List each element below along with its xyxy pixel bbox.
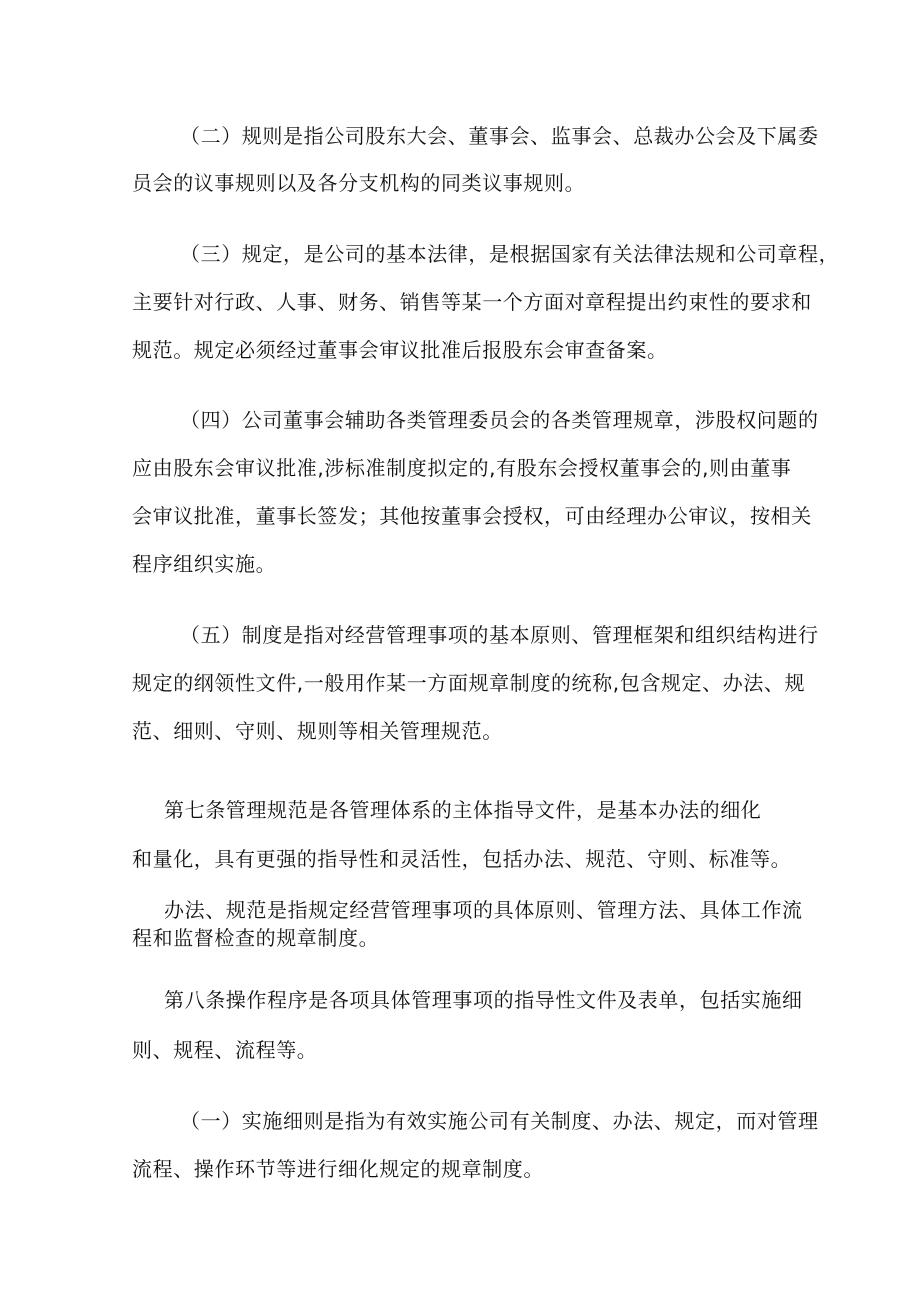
paragraph-3-line-3: 规范。规定必须经过董事会审议批准后报股东会审查备案。 [132, 338, 668, 362]
article-8-line-2: 则、规程、流程等。 [132, 1038, 318, 1062]
paragraph-4-line-1: （四）公司董事会辅助各类管理委员会的各类管理规章，涉股权问题的 [180, 408, 819, 432]
paragraph-3-line-2: 主要针对行政、人事、财务、销售等某一个方面对章程提出约束性的要求和 [132, 290, 812, 314]
paragraph-8-1-line-2: 流程、操作环节等进行细化规定的规章制度。 [132, 1157, 544, 1181]
article-7-line-2: 和量化，具有更强的指导性和灵活性，包括办法、规范、守则、标准等。 [132, 847, 792, 871]
paragraph-8-1-line-1: （一）实施细则是指为有效实施公司有关制度、办法、规定，而对管理 [180, 1109, 819, 1133]
article-7b-line-2: 程和监督检查的规章制度。 [132, 926, 380, 950]
article-8-line-1: 第八条操作程序是各项具体管理事项的指导性文件及表单，包括实施细 [164, 988, 803, 1012]
article-7b-line-1: 办法、规范是指规定经营管理事项的具体原则、管理方法、具体工作流 [164, 898, 803, 922]
paragraph-5-line-1: （五）制度是指对经营管理事项的基本原则、管理框架和组织结构进行 [180, 623, 819, 647]
paragraph-5-line-3: 范、细则、守则、规则等相关管理规范。 [132, 719, 503, 743]
paragraph-2-line-1: （二）规则是指公司股东大会、董事会、监事会、总裁办公会及下属委 [180, 124, 819, 148]
paragraph-5-line-2: 规定的纲领性文件,一般用作某一方面规章制度的统称,包含规定、办法、规 [132, 671, 806, 695]
article-7-line-1: 第七条管理规范是各管理体系的主体指导文件，是基本办法的细化 [164, 798, 762, 822]
paragraph-4-line-3: 会审议批准，董事长签发；其他按董事会授权，可由经理办公审议，按相关 [132, 504, 812, 528]
paragraph-4-line-2: 应由股东会审议批准,涉标准制度拟定的,有股东会授权董事会的,则由董事 [132, 456, 792, 480]
paragraph-2-line-2: 员会的议事规则以及各分支机构的同类议事规则。 [132, 171, 586, 195]
paragraph-4-line-4: 程序组织实施。 [132, 552, 277, 576]
paragraph-3-line-1: （三）规定，是公司的基本法律，是根据国家有关法律法规和公司章程， [180, 242, 840, 266]
